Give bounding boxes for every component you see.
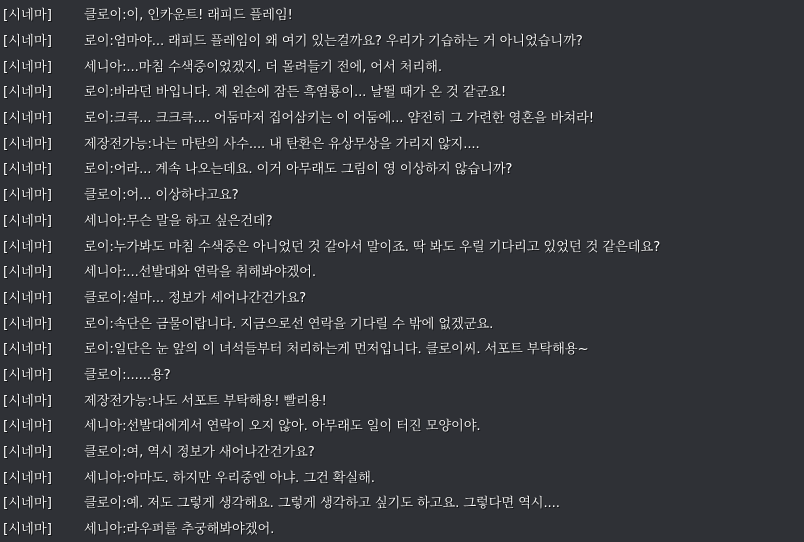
channel-tag: [시네마] — [3, 445, 52, 461]
chat-message: 세니아:아마도. 하지만 우리중엔 아냐. 그건 확실해. — [84, 470, 375, 486]
chat-line — [0, 515, 804, 541]
chat-message: 세니아:무슨 말을 하고 싶은건데? — [84, 213, 273, 229]
chat-line — [0, 181, 804, 207]
chat-message: 클로이:여, 역시 정보가 새어나간건가요? — [84, 445, 315, 461]
channel-tag: [시네마] — [3, 290, 52, 306]
chat-line — [0, 258, 804, 284]
chat-message: 세니아:라우퍼를 추궁해봐야겠어. — [84, 522, 275, 538]
channel-tag: [시네마] — [3, 34, 52, 50]
chat-message: 클로이:예. 저도 그렇게 생각해요. 그렇게 생각하고 싶기도 하고요. 그렇다면 역시.... — [84, 496, 560, 512]
chat-message: 로이:누가봐도 마침 수색중은 아니었던 것 같아서 말이죠. 딱 봐도 우릴 기다리고 있었던 것 같은데요? — [84, 239, 661, 255]
chat-line — [0, 463, 804, 489]
channel-tag: [시네마] — [3, 59, 52, 75]
chat-message: 제장전가능:나도 서포트 부탁해용! 빨리용! — [84, 393, 327, 409]
chat-message: 클로이:어... 이상하다고요? — [84, 188, 239, 204]
chat-line — [0, 207, 804, 233]
chat-message: 세니아:...마침 수색중이었겠지. 더 몰려들기 전에, 어서 처리해. — [84, 59, 442, 75]
chat-message: 클로이:이, 인카운트! 래피드 플레임! — [84, 8, 293, 24]
chat-message: 클로이:설마... 정보가 세어나간건가요? — [84, 290, 307, 306]
chat-line — [0, 489, 804, 515]
chat-line — [0, 309, 804, 335]
channel-tag: [시네마] — [3, 8, 52, 24]
channel-tag: [시네마] — [3, 393, 52, 409]
chat-line — [0, 412, 804, 438]
chat-message: 로이:바라던 바입니다. 제 왼손에 잠든 흑염룡이... 날뛸 때가 온 것 같군요! — [84, 85, 507, 101]
chat-message: 세니아:선발대에게서 연락이 오지 않아. 아무래도 일이 터진 모양이야. — [84, 419, 481, 435]
chat-message: 클로이:......용? — [84, 367, 171, 383]
chat-line — [0, 129, 804, 155]
chat-line — [0, 155, 804, 181]
chat-line — [0, 1, 804, 27]
channel-tag: [시네마] — [3, 188, 52, 204]
channel-tag: [시네마] — [3, 239, 52, 255]
chat-line — [0, 27, 804, 53]
chat-message: 제장전가능:나는 마탄의 사수.... 내 탄환은 유상무상을 가리지 않지.... — [84, 136, 480, 152]
chat-line — [0, 104, 804, 130]
chat-message: 로이:크큭... 크크큭.... 어둠마저 집어삼키는 이 어둠에... 얌전히 그 가련한 영혼을 바쳐라! — [84, 111, 594, 127]
channel-tag: [시네마] — [3, 496, 52, 512]
channel-tag: [시네마] — [3, 162, 52, 178]
chat-line — [0, 52, 804, 78]
chat-line — [0, 361, 804, 387]
channel-tag: [시네마] — [3, 470, 52, 486]
channel-tag: [시네마] — [3, 85, 52, 101]
channel-tag: [시네마] — [3, 213, 52, 229]
chat-line — [0, 335, 804, 361]
channel-tag: [시네마] — [3, 136, 52, 152]
channel-tag: [시네마] — [3, 367, 52, 383]
chat-message: 로이:엄마야... 래피드 플레임이 왜 여기 있는걸까요? 우리가 기습하는 거 아니었습니까? — [84, 34, 583, 50]
channel-tag: [시네마] — [3, 342, 52, 358]
chat-line — [0, 284, 804, 310]
channel-tag: [시네마] — [3, 316, 52, 332]
chat-message: 로이:어라... 계속 나오는데요. 이거 아무래도 그림이 영 이상하지 않습니까? — [84, 162, 513, 178]
chat-line — [0, 438, 804, 464]
chat-message: 세니아:...선발대와 연락을 취해봐야겠어. — [84, 265, 316, 281]
chat-line — [0, 386, 804, 412]
channel-tag: [시네마] — [3, 111, 52, 127]
chat-message: 로이:속단은 금물이랍니다. 지금으로선 연락을 기다릴 수 밖에 없겠군요. — [84, 316, 494, 332]
chat-line — [0, 78, 804, 104]
channel-tag: [시네마] — [3, 419, 52, 435]
channel-tag: [시네마] — [3, 522, 52, 538]
channel-tag: [시네마] — [3, 265, 52, 281]
chat-line — [0, 232, 804, 258]
chat-message: 로이:일단은 눈 앞의 이 녀석들부터 처리하는게 먼저입니다. 클로이씨. 서포트 부탁해용~ — [84, 342, 589, 358]
